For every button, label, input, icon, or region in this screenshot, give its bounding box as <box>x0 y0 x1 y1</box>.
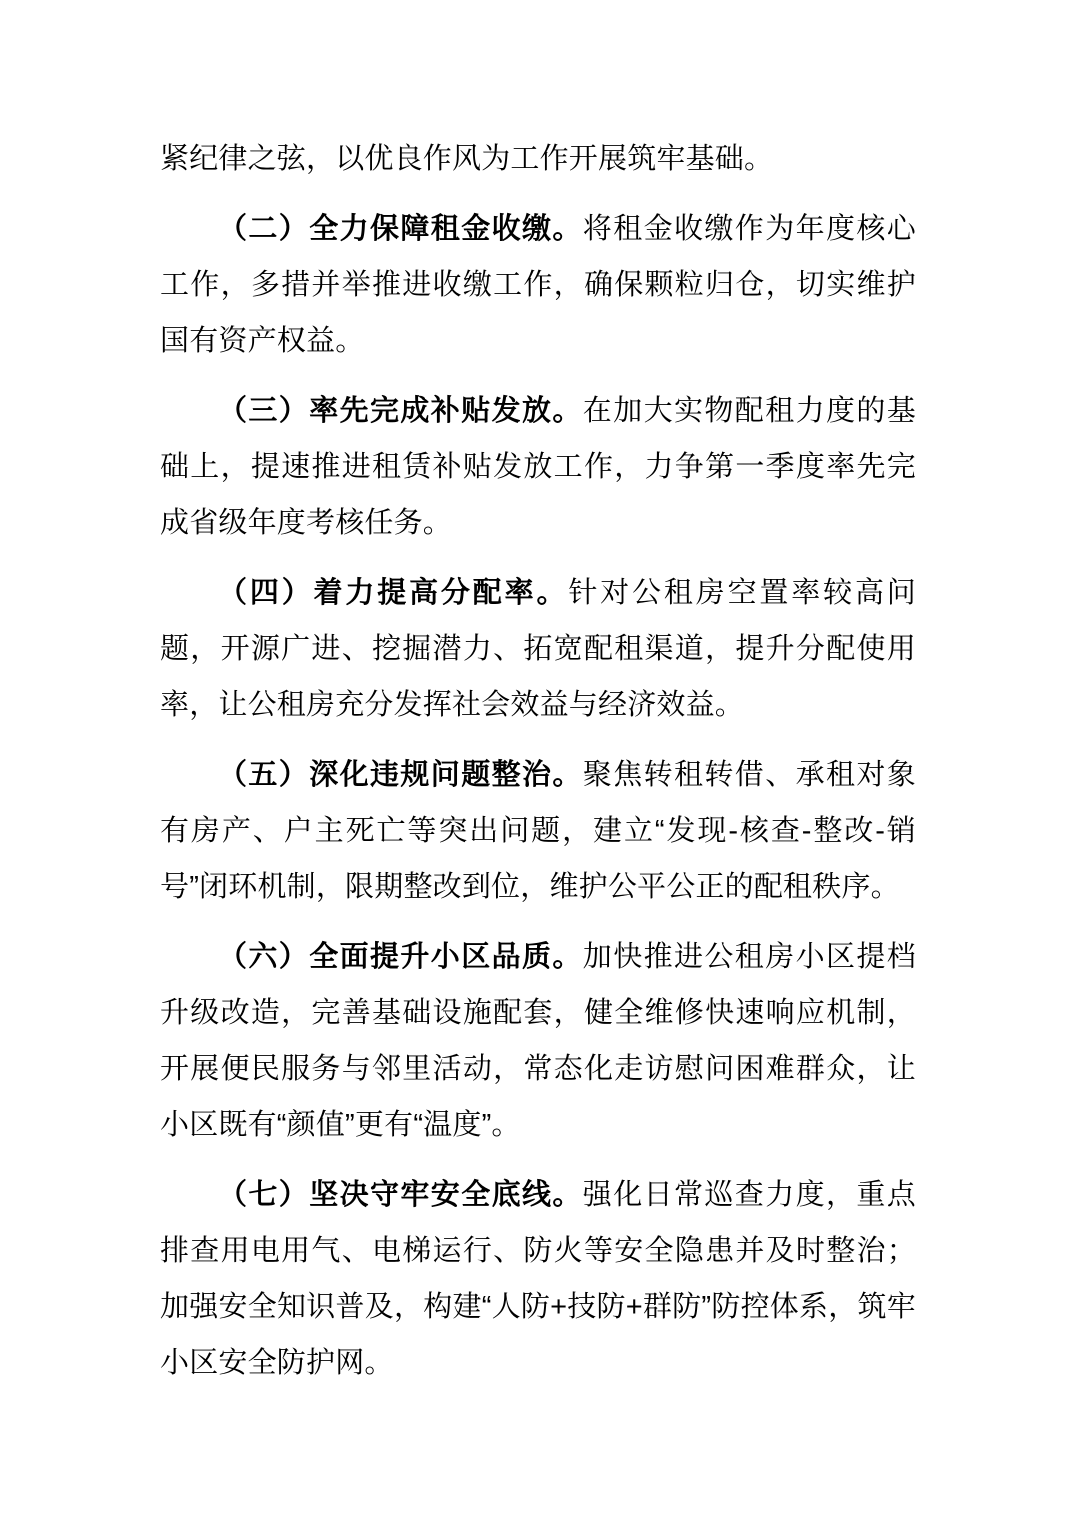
paragraph-item-2 <box>160 201 916 369</box>
paragraph-body-text: 加快推进公租房小区提档升级改造，完善基础设施配套，健全维修快速响应机制，开展便民服务与邻里活动，常态化走访慰问困难群众，让小区既有“颜值”更有“温度”。 <box>160 941 916 1141</box>
paragraph-body-text: 针对公租房空置率较高问题，开源广进、挖掘潜力、拓宽配租渠道，提升分配使用率，让公租房充分发挥社会效益与经济效益。 <box>160 577 917 721</box>
paragraph-lead-text: （七）坚决守牢安全底线。 <box>218 1179 583 1211</box>
paragraph-continuation <box>160 131 916 187</box>
paragraph-item-7 <box>160 1167 916 1391</box>
paragraph-body-text: 强化日常巡查力度，重点排查用电用气、电梯运行、防火等安全隐患并及时整治；加强安全知识普及，构建“人防+技防+群防”防控体系，筑牢小区安全防护网。 <box>160 1179 916 1379</box>
paragraph-item-3 <box>160 383 916 551</box>
paragraph-body-text: 在加大实物配租力度的基础上，提速推进租赁补贴发放工作，力争第一季度率先完成省级年度考核任务。 <box>160 395 916 539</box>
paragraph-lead-text: （二）全力保障租金收缴。 <box>218 213 583 245</box>
paragraph-body-text: 紧纪律之弦，以优良作风为工作开展筑牢基础。 <box>160 143 774 175</box>
paragraph-lead-text: （五）深化违规问题整治。 <box>218 759 583 791</box>
paragraph-body-text: 聚焦转租转借、承租对象有房产、户主死亡等突出问题，建立“发现-核查-整改-销号”闭环机制，限期整改到位，维护公平公正的配租秩序。 <box>160 759 916 903</box>
paragraph-lead-text: （六）全面提升小区品质。 <box>218 941 583 973</box>
paragraph-item-5 <box>160 747 916 915</box>
paragraph-lead-text: （四）着力提高分配率。 <box>218 577 569 609</box>
paragraph-item-4 <box>160 565 916 733</box>
paragraph-lead-text: （三）率先完成补贴发放。 <box>218 395 583 427</box>
paragraph-item-6 <box>160 929 916 1153</box>
document-body <box>160 131 916 1391</box>
paragraph-body-text: 将租金收缴作为年度核心工作，多措并举推进收缴工作，确保颗粒归仓，切实维护国有资产权益。 <box>160 213 916 357</box>
